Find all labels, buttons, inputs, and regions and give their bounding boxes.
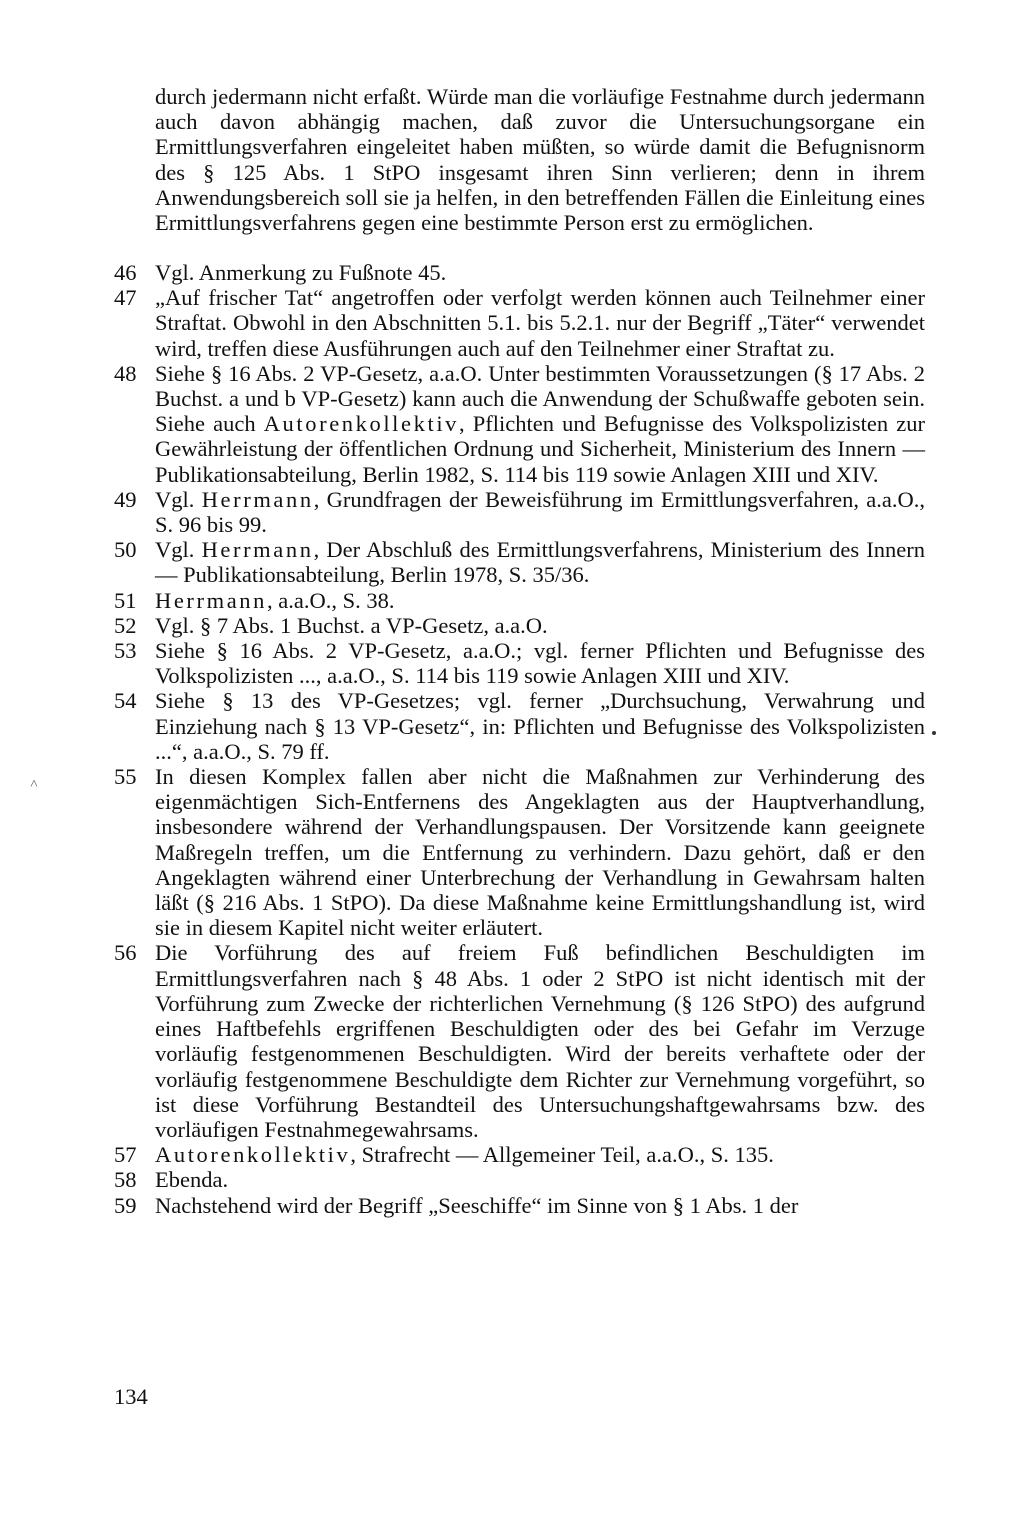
footnote-52	[114, 613, 925, 638]
footnote-text: Vgl. § 7 Abs. 1 Buchst. a VP-Gesetz, a.a.O.	[155, 612, 548, 638]
footnote-53	[114, 638, 925, 688]
footnote-text-pre: Vgl.	[155, 537, 202, 563]
footnote-47	[114, 285, 925, 361]
footnote-51	[114, 588, 925, 613]
footnote-text-post: , a.a.O., S. 38.	[267, 587, 395, 613]
footnote-list	[114, 260, 925, 1218]
scan-dot-mark	[932, 731, 936, 735]
footnote-text	[155, 588, 925, 613]
page-number: 134	[114, 1384, 148, 1409]
footnote-author: Herrmann	[201, 486, 314, 512]
footnote-text: Vgl. Anmerkung zu Fußnote 45.	[155, 260, 447, 285]
footnote-text-post: , Strafrecht — Allgemeiner Teil, a.a.O., S. 135.	[350, 1142, 774, 1168]
footnote-text: Nachstehend wird der Begriff „Seeschiffe“ im Sinne von § 1 Abs. 1 der	[155, 1192, 799, 1218]
footnote-text: Siehe § 13 des VP-Gesetzes; vgl. ferner „Durchsuchung, Verwahrung und Einziehung nach § 13 VP-Gesetz“, in: Pflichten und Befugnisse des Volkspolizisten ...“, a.a.O., S. 79 ff.	[155, 688, 925, 764]
footnote-text-pre: Vgl.	[155, 486, 202, 512]
footnote-number: 57	[114, 1142, 137, 1168]
scan-speck-mark: ˄	[30, 777, 38, 792]
footnote-text-post: , Pflichten und Befugnisse des Volkspolizisten zur Gewährleistung der öffentlichen Ordnung und Sicherheit, Ministerium des Innern — Publikationsabteilung, Berlin 1982, S. 114 bis 119 sowie Anlagen XIII und XIV.	[155, 411, 925, 487]
footnote-46	[114, 260, 925, 285]
footnote-number: 54	[114, 688, 137, 714]
footnote-author: Herrmann	[201, 537, 314, 563]
footnote-number: 56	[114, 940, 137, 966]
footnote-59	[114, 1193, 925, 1218]
footnote-number: 51	[114, 587, 137, 613]
footnote-text: Die Vorführung des auf freiem Fuß befindlichen Beschuldigten im Ermittlungsverfahren nach § 48 Abs. 1 oder 2 StPO ist nicht identisch mit der Vorführung zum Zwecke der richterlichen Vernehmung (§ 126 StPO) des aufgrund eines Haftbefehls ergriffenen Beschuldigten oder des bei Gefahr im Verzuge vorläufig festgenommenen Beschuldigten. Wird der bereits verhaftete oder der vorläufig festgenommene Beschuldigte dem Richter zur Vernehmung vorgeführt, so ist diese Vorführung Bestandteil des Untersuchungshaftgewahrsams bzw. des vorläufigen Festnahmegewahrsams.	[155, 940, 925, 1142]
footnote-58	[114, 1167, 925, 1192]
footnote-text	[155, 1142, 925, 1167]
footnote-number: 53	[114, 638, 137, 664]
footnote-author: Autorenkollektiv	[155, 1142, 351, 1168]
footnote-text: In diesen Komplex fallen aber nicht die Maßnahmen zur Verhinderung des eigenmächtigen Sich-Entfernens des Angeklagten aus der Hauptverhandlung, insbesondere während der Verhandlungspausen. Der Vorsitzende kann geeignete Maßregeln treffen, um die Entfernung zu verhindern. Dazu gehört, daß er den Angeklagten während einer Unterbrechung der Verhandlung in Gewahrsam halten läßt (§ 216 Abs. 1 StPO). Da diese Maßnahme keine Ermittlungshandlung ist, wird sie in diesem Kapitel nicht weiter erläutert.	[155, 764, 925, 941]
footnote-number: 48	[114, 360, 137, 386]
footnote-49	[114, 487, 925, 537]
footnote-text-pre: Siehe § 16 Abs. 2 VP-Gesetz, a.a.O. Unter bestimmten Voraussetzungen (§ 17 Abs. 2 Buchst. a und b VP-Gesetz) kann auch die Anwendung der Schußwaffe geboten sein. Siehe auch	[155, 360, 925, 437]
footnote-author: Autorenkollektiv	[263, 411, 460, 437]
footnote-48	[114, 361, 925, 487]
footnote-author: Herrmann	[155, 587, 268, 613]
footnote-number: 50	[114, 537, 137, 563]
footnote-text	[155, 487, 925, 537]
footnote-number: 46	[114, 260, 137, 285]
footnote-57	[114, 1142, 925, 1167]
footnote-number: 52	[114, 612, 137, 638]
footnote-number: 47	[114, 285, 137, 311]
footnote-55	[114, 764, 925, 940]
footnote-number: 49	[114, 486, 137, 512]
footnote-text	[155, 361, 925, 487]
footnote-text: Siehe § 16 Abs. 2 VP-Gesetz, a.a.O.; vgl. ferner Pflichten und Befugnisse des Volkspolizisten ..., a.a.O., S. 114 bis 119 sowie Anlagen XIII und XIV.	[155, 638, 925, 689]
footnote-text-post: , Der Abschluß des Ermittlungsverfahrens, Ministerium des Innern — Publikationsabteilung, Berlin 1978, S. 35/36.	[155, 537, 925, 588]
footnote-50	[114, 537, 925, 587]
footnote-number: 59	[114, 1192, 137, 1218]
footnote-54	[114, 688, 925, 764]
footnote-text: „Auf frischer Tat“ angetroffen oder verfolgt werden können auch Teilnehmer einer Straftat. Obwohl in den Abschnitten 5.1. bis 5.2.1. nur der Begriff „Täter“ verwendet wird, treffen diese Ausführungen auch auf den Teilnehmer einer Straftat zu.	[155, 285, 925, 361]
footnote-number: 55	[114, 764, 137, 790]
footnote-number: 58	[114, 1167, 137, 1193]
footnote-56	[114, 940, 925, 1142]
footnote-45-continuation: durch jedermann nicht erfaßt. Würde man die vorläufige Festnahme durch jedermann auch davon abhängig machen, daß zuvor die Untersuchungsorgane ein Ermittlungsverfahren eingeleitet haben müßten, so würde damit die Befugnisnorm des § 125 Abs. 1 StPO insgesamt ihren Sinn verlieren; denn in ihrem Anwendungsbereich soll sie ja helfen, in den betreffenden Fällen die Einleitung eines Ermittlungsverfahrens gegen eine bestimmte Person erst zu ermöglichen.	[155, 84, 925, 236]
footnote-text: Ebenda.	[155, 1167, 229, 1193]
footnote-text-post: , Grundfragen der Beweisführung im Ermittlungsverfahren, a.a.O., S. 96 bis 99.	[155, 486, 925, 538]
footnote-text	[155, 537, 925, 587]
